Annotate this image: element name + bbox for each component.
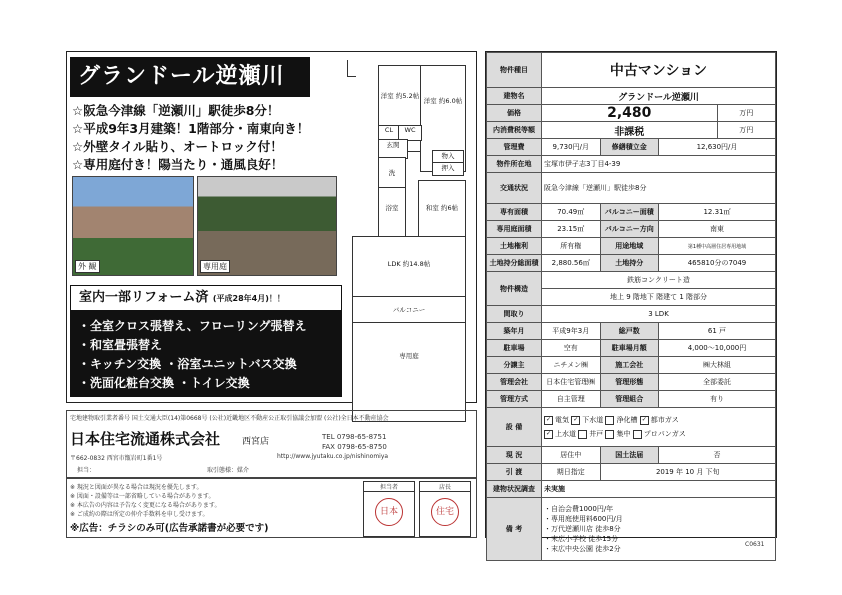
notes-box — [66, 478, 477, 538]
tax-unit: 万円 — [717, 122, 776, 139]
balcony-dir-label: バルコニー方向 — [600, 221, 659, 238]
balcony-area-label: バルコニー面積 — [600, 204, 659, 221]
price-label: 価格 — [487, 105, 542, 122]
washroom: 洗 — [378, 157, 406, 199]
ad-note: ※広告：チラシのみ可(広告承諾書が必要です) — [70, 523, 269, 534]
balcony-area: 12.31㎡ — [659, 204, 776, 221]
mgmt-form: 全部委託 — [659, 374, 776, 391]
license-text: 宅地建物取引業者番号 国土交通大臣(14)第0668号 (公社)近畿地区不動産公正取引協議会加盟 (公社)全日本不動産協会 — [70, 415, 389, 422]
name-label: 建物名 — [487, 88, 542, 105]
feature-line: ☆外壁タイル貼り、オートロック付！ — [72, 139, 283, 154]
reform-item: ・和室畳張替え — [78, 338, 163, 352]
traffic-label: 交通状況 — [487, 173, 542, 204]
mgmt-type-label: 管理方式 — [487, 391, 542, 408]
hanko-stamp: 日本 — [375, 498, 403, 526]
note-line: ※ 現況と図面が異なる場合は現況を優先します。 — [70, 484, 203, 491]
seal-box-manager: 店長 住宅 — [419, 481, 471, 537]
zone-label: 用途地域 — [600, 238, 659, 255]
website: http://www.jyutaku.co.jp/nishinomiya — [277, 453, 389, 460]
built-date: 平成9年3月 — [542, 323, 601, 340]
assoc-label: 管理組合 — [600, 391, 659, 408]
repair-label: 修繕積立金 — [600, 139, 659, 156]
staff-label: 担当： — [77, 467, 96, 474]
remark-item: ・専用庭使用料600円/月 — [544, 515, 623, 523]
total-units: 61 戸 — [659, 323, 776, 340]
reform-box — [70, 285, 342, 397]
closet: CL — [378, 125, 400, 141]
note-line: ※ 本広告の内容は予告なく変更になる場合があります。 — [70, 502, 221, 509]
garden-photo — [197, 176, 337, 276]
reform-title: 室内一部リフォーム済 (平成28年4月)！！ — [70, 285, 342, 311]
checkbox-icon — [633, 430, 642, 439]
land-area: 2,880.56㎡ — [542, 255, 601, 272]
structure-label: 物件構造 — [487, 272, 542, 306]
building-survey: 未実施 — [542, 481, 776, 498]
share-label: 土地持分 — [600, 255, 659, 272]
tax-label: 内消費税等額 — [487, 122, 542, 139]
tax: 非課税 — [542, 122, 718, 139]
checkbox-icon — [578, 430, 587, 439]
note-line: ※ ご成約の際は所定の仲介手数料を申し受けます。 — [70, 511, 209, 518]
mgmt-company: 日本住宅管理㈱ — [542, 374, 601, 391]
status-label: 現 況 — [487, 447, 542, 464]
zone: 第1種中高層住居専用地域 — [659, 238, 776, 255]
mgmt-form-label: 管理形態 — [600, 374, 659, 391]
branch-name: 西宮店 — [242, 437, 270, 447]
handover-label: 引 渡 — [487, 464, 542, 481]
land-rights-label: 土地権利 — [487, 238, 542, 255]
address: 〒662-0832 西宮市甑岩町1番1号 — [70, 455, 163, 462]
feature-line: ☆専用庭付き！陽当たり・通風良好！ — [72, 157, 284, 172]
remark-item: ・万代逆瀬川店 徒歩8分 — [544, 525, 621, 533]
photo-label: 外 観 — [75, 260, 100, 273]
price-unit: 万円 — [717, 105, 776, 122]
mgmt-company-label: 管理会社 — [487, 374, 542, 391]
storage: 物入 — [432, 150, 464, 164]
checkbox-checked-icon: ✓ — [573, 415, 579, 423]
type-label: 物件種目 — [487, 53, 542, 88]
fax: FAX 0798-65-8750 — [322, 443, 387, 451]
remarks-label: 備 考 — [487, 498, 542, 561]
reform-item: ・キッチン交換 ・浴室ユニットバス交換 — [78, 357, 297, 371]
garden-area-label: 専用庭面積 — [487, 221, 542, 238]
company-box — [66, 410, 477, 478]
checkbox-icon — [605, 430, 614, 439]
parking-fee: 4,000～10,000円 — [659, 340, 776, 357]
handover: 期日指定 — [542, 464, 601, 481]
layout: 3 LDK — [542, 306, 776, 323]
checkbox-checked-icon: ✓ — [545, 429, 552, 437]
status: 居住中 — [542, 447, 601, 464]
checkbox-checked-icon: ✓ — [545, 415, 552, 423]
seller: ニチメン㈱ — [542, 357, 601, 374]
traffic: 阪急今津線「逆瀬川」駅徒歩8分 — [542, 173, 776, 204]
checkbox-checked-icon: ✓ — [641, 415, 647, 423]
land-share: 465810分の7049 — [659, 255, 776, 272]
address-label: 物件所在地 — [487, 156, 542, 173]
mgmt-fee: 9,730円/月 — [542, 139, 601, 156]
entrance: 玄関 — [378, 139, 408, 159]
equipment-label: 設 備 — [487, 408, 542, 447]
land-law-label: 国土法届 — [600, 447, 659, 464]
remark-item: ・自治会費1000円/年 — [544, 505, 614, 513]
feature-line: ☆平成9年3月建築！1階部分・南東向き！ — [72, 121, 310, 136]
balcony-direction: 南東 — [659, 221, 776, 238]
wc: WC — [398, 125, 422, 141]
parking-fee-label: 駐車場月額 — [600, 340, 659, 357]
photo-label: 専用庭 — [200, 260, 230, 273]
builder: ㈱大林組 — [659, 357, 776, 374]
land-area-label: 土地持分総面積 — [487, 255, 542, 272]
bathroom: 浴室 — [378, 187, 406, 244]
seal-box-staff: 担当者 日本 — [363, 481, 415, 537]
property-title: グランドール逆瀬川 — [70, 57, 310, 97]
handover-date: 2019 年 10 月 下旬 — [600, 464, 776, 481]
room-western-1: 洋室 約5.2帖 — [378, 65, 422, 152]
floor-plan — [342, 60, 472, 395]
company-name: 日本住宅流通株式会社 — [70, 430, 221, 448]
ldk: LDK 約14.8帖 — [352, 236, 466, 318]
mgmt-fee-label: 管理費 — [487, 139, 542, 156]
reform-item: ・全室クロス張替え、フローリング張替え — [78, 319, 307, 333]
reform-item: ・洗面化粧台交換 ・トイレ交換 — [78, 376, 250, 390]
footer-code: C0631 — [745, 541, 765, 548]
area-label: 専有面積 — [487, 204, 542, 221]
units-label: 総戸数 — [600, 323, 659, 340]
building-name: グランドール逆瀬川 — [542, 88, 776, 105]
seller-label: 分譲主 — [487, 357, 542, 374]
builder-label: 施工会社 — [600, 357, 659, 374]
checkbox-icon — [605, 416, 614, 425]
price: 2,480 — [542, 105, 718, 122]
equipment-list: ✓ 電気 ✓ 下水道 浄化槽 ✓ 都市ガス ✓ 上水道 井戸 集中 プロパンガス — [542, 408, 776, 447]
remarks — [542, 498, 776, 561]
remark-item: ・末広中央公園 徒歩2分 — [544, 545, 621, 553]
land-rights: 所有権 — [542, 238, 601, 255]
parking: 空有 — [542, 340, 601, 357]
repair-fee: 12,630円/月 — [659, 139, 776, 156]
built-label: 築年月 — [487, 323, 542, 340]
phone: TEL 0798-65-8751 — [322, 433, 387, 441]
structure: 鉄筋コンクリート造 — [542, 272, 776, 289]
exterior-photo — [72, 176, 194, 276]
layout-label: 間取り — [487, 306, 542, 323]
balcony: バルコニー — [352, 296, 466, 330]
feature-line: ☆阪急今津線「逆瀬川」駅徒歩8分！ — [72, 103, 280, 118]
assoc: 有り — [659, 391, 776, 408]
transaction-type: 取引態様：媒介 — [207, 467, 250, 474]
remark-item: ・末広小学校 徒歩15分 — [544, 535, 619, 543]
room-western-2: 洋室 約6.0帖 — [420, 65, 466, 172]
hanko-stamp: 住宅 — [431, 498, 459, 526]
japanese-room: 和室 約6帖 — [418, 180, 466, 260]
floors: 地上 9 階地下 階建て 1 階部分 — [542, 289, 776, 306]
property-type: 中古マンション — [542, 53, 776, 88]
private-garden: 専用庭 — [352, 322, 466, 422]
north-arrow-icon — [347, 60, 356, 77]
parking-label: 駐車場 — [487, 340, 542, 357]
oshiire: 押入 — [432, 162, 464, 176]
floor-area: 70.49㎡ — [542, 204, 601, 221]
land-law: 否 — [659, 447, 776, 464]
property-address: 宝塚市伊孑志3丁目4-39 — [542, 156, 776, 173]
mgmt-type: 自主管理 — [542, 391, 601, 408]
garden-area: 23.15㎡ — [542, 221, 601, 238]
survey-label: 建物状況調査 — [487, 481, 542, 498]
note-line: ※ 図面・設備等は一部省略している場合があります。 — [70, 493, 215, 500]
